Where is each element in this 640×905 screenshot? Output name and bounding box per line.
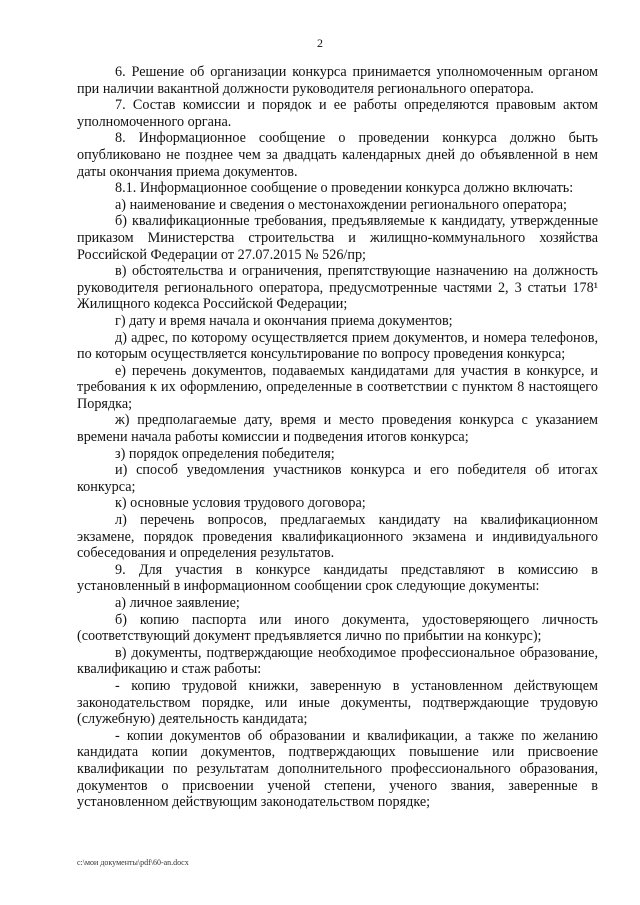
doc-subitem-1: - копию трудовой книжки, заверенную в установленном действующем законодательством порядке, или иные документы, подтверждающие трудовую (служебную) деятельность кандидата; [77,677,598,728]
page-number: 2 [317,36,323,50]
doc-item-v: в) документы, подтверждающие необходимое профессиональное образование, квалификацию и стаж работы: [77,644,598,678]
paragraph-7: 7. Состав комиссии и порядок и ее работы определяются правовым актом уполномоченного органа. [77,97,598,130]
list-item-z: з) порядок определения победителя; [115,445,335,462]
list-item-v: в) обстоятельства и ограничения, препятствующие назначению на должность руководителя регионального оператора, предусмотренные частями 2, 3 статьи 178¹ Жилищного кодекса Российской Федерации; [77,263,598,313]
doc-item-a: а) личное заявление; [115,595,240,611]
list-item-e: е) перечень документов, подаваемых кандидатами для участия в конкурсе, и требования к их оформлению, определенные в соответствии с пунктом 8 настоящего Порядка; [77,362,598,412]
file-path-footer: c:\мои документы\pdf\60-an.docx [77,858,189,867]
paragraph-9: 9. Для участия в конкурсе кандидаты представляют в комиссию в установленный в информационном сообщении срок следующие документы: [77,561,598,595]
doc-item-b: б) копию паспорта или иного документа, удостоверяющего личность (соответствующий документ предъявляется лично по прибытии на конкурс); [77,611,598,645]
list-item-g: г) дату и время начала и окончания приема документов; [115,312,453,329]
list-item-a: а) наименование и сведения о местонахождении регионального оператора; [115,196,567,213]
list-item-k: к) основные условия трудового договора; [115,495,366,512]
doc-subitem-2: - копии документов об образовании и квалификации, а также по желанию кандидата копии документов, подтверждающих повышение или присвоение квалификации по результатам дополнительного профессионального образования, документов о присвоении ученой степени, ученого звания, заверенные в установленном действующим законодательством порядке; [77,727,598,811]
list-item-i: и) способ уведомления участников конкурса и его победителя об итогах конкурса; [77,462,598,495]
list-item-l: л) перечень вопросов, предлагаемых кандидату на квалификационном экзамене, порядок проведения квалификационного экзамена и индивидуального собеседования и определения результатов. [77,512,598,562]
list-item-d: д) адрес, по которому осуществляется прием документов, и номера телефонов, по которым осуществляется консультирование по вопросу проведения конкурса; [77,329,598,363]
paragraph-8-1: 8.1. Информационное сообщение о проведении конкурса должно включать: [115,180,574,197]
document-body [77,64,598,811]
list-item-b: б) квалификационные требования, предъявляемые к кандидату, утвержденные приказом Министерства строительства и жилищно-коммунального хозяйства Российской Федерации от 27.07.2015 № 526/пр; [77,213,598,263]
paragraph-6: 6. Решение об организации конкурса принимается уполномоченным органом при наличии вакантной должности руководителя регионального оператора. [77,64,598,97]
list-item-zh: ж) предполагаемые дату, время и место проведения конкурса с указанием времени начала работы комиссии и подведения итогов конкурса; [77,412,598,446]
paragraph-8: 8. Информационное сообщение о проведении конкурса должно быть опубликовано не позднее чем за двадцать календарных дней до объявленной в нем даты окончания приема документов. [77,130,598,180]
